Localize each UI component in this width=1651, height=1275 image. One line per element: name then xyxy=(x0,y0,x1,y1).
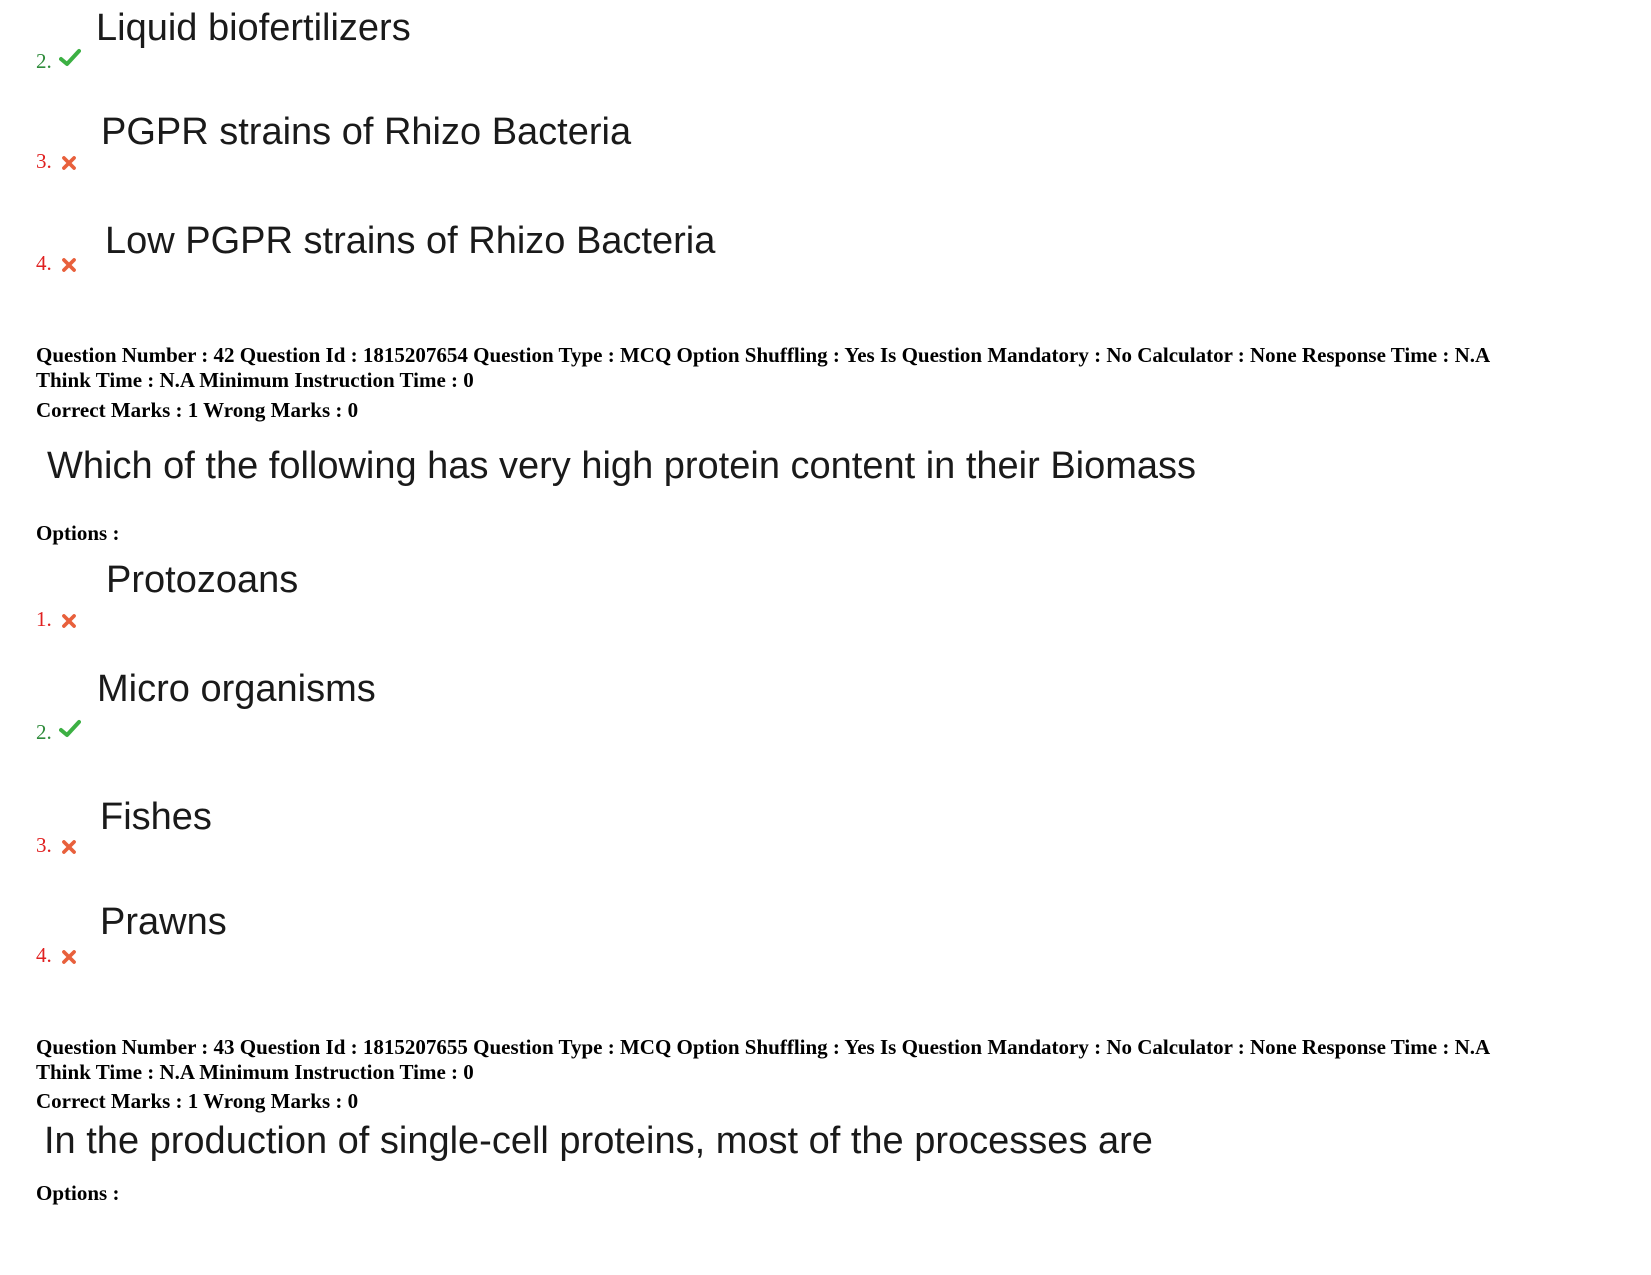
question-text: In the production of single-cell proteins, most of the processes are xyxy=(44,1120,1153,1162)
cross-icon xyxy=(61,949,77,965)
cross-icon xyxy=(61,257,77,273)
question-meta xyxy=(36,1035,1616,1085)
cross-icon xyxy=(61,839,77,855)
option-number xyxy=(36,51,81,72)
option-number xyxy=(36,253,77,274)
question-meta-line2: Think Time : N.A Minimum Instruction Time : 0 xyxy=(36,1060,474,1084)
option-text: Micro organisms xyxy=(97,668,376,710)
option-number-label: 3. xyxy=(36,149,52,173)
option-text: Protozoans xyxy=(106,559,299,601)
options-label: Options : xyxy=(36,521,120,545)
question-text: Which of the following has very high protein content in their Biomass xyxy=(47,445,1197,487)
option-text: Liquid biofertilizers xyxy=(96,7,411,49)
option-number-label: 3. xyxy=(36,833,52,857)
option-number xyxy=(36,151,77,172)
question-meta-line2: Think Time : N.A Minimum Instruction Time : 0 xyxy=(36,368,474,392)
options-label: Options : xyxy=(36,1181,120,1205)
cross-icon xyxy=(61,155,77,171)
option-number-label: 2. xyxy=(36,49,52,73)
option-number-label: 1. xyxy=(36,607,52,631)
question-marks: Correct Marks : 1 Wrong Marks : 0 xyxy=(36,1089,359,1113)
option-text: PGPR strains of Rhizo Bacteria xyxy=(101,111,632,153)
option-text: Prawns xyxy=(100,901,227,943)
option-number xyxy=(36,609,77,630)
option-text: Low PGPR strains of Rhizo Bacteria xyxy=(105,220,716,262)
option-number-label: 4. xyxy=(36,943,52,967)
cross-icon xyxy=(61,613,77,629)
option-number xyxy=(36,945,77,966)
option-text: Fishes xyxy=(100,796,212,838)
option-number-label: 2. xyxy=(36,720,52,744)
question-meta-line1: Question Number : 42 Question Id : 1815207654 Question Type : MCQ Option Shuffling : Yes Is Question Mandatory : No Calculator : None Response Time : N.A xyxy=(36,343,1491,367)
option-number xyxy=(36,722,81,743)
option-number-label: 4. xyxy=(36,251,52,275)
question-meta-line1: Question Number : 43 Question Id : 1815207655 Question Type : MCQ Option Shuffling : Yes Is Question Mandatory : No Calculator : None Response Time : N.A xyxy=(36,1035,1491,1059)
check-icon xyxy=(59,47,81,69)
check-icon xyxy=(59,718,81,740)
option-number xyxy=(36,835,77,856)
question-meta xyxy=(36,343,1616,393)
question-marks: Correct Marks : 1 Wrong Marks : 0 xyxy=(36,398,359,422)
